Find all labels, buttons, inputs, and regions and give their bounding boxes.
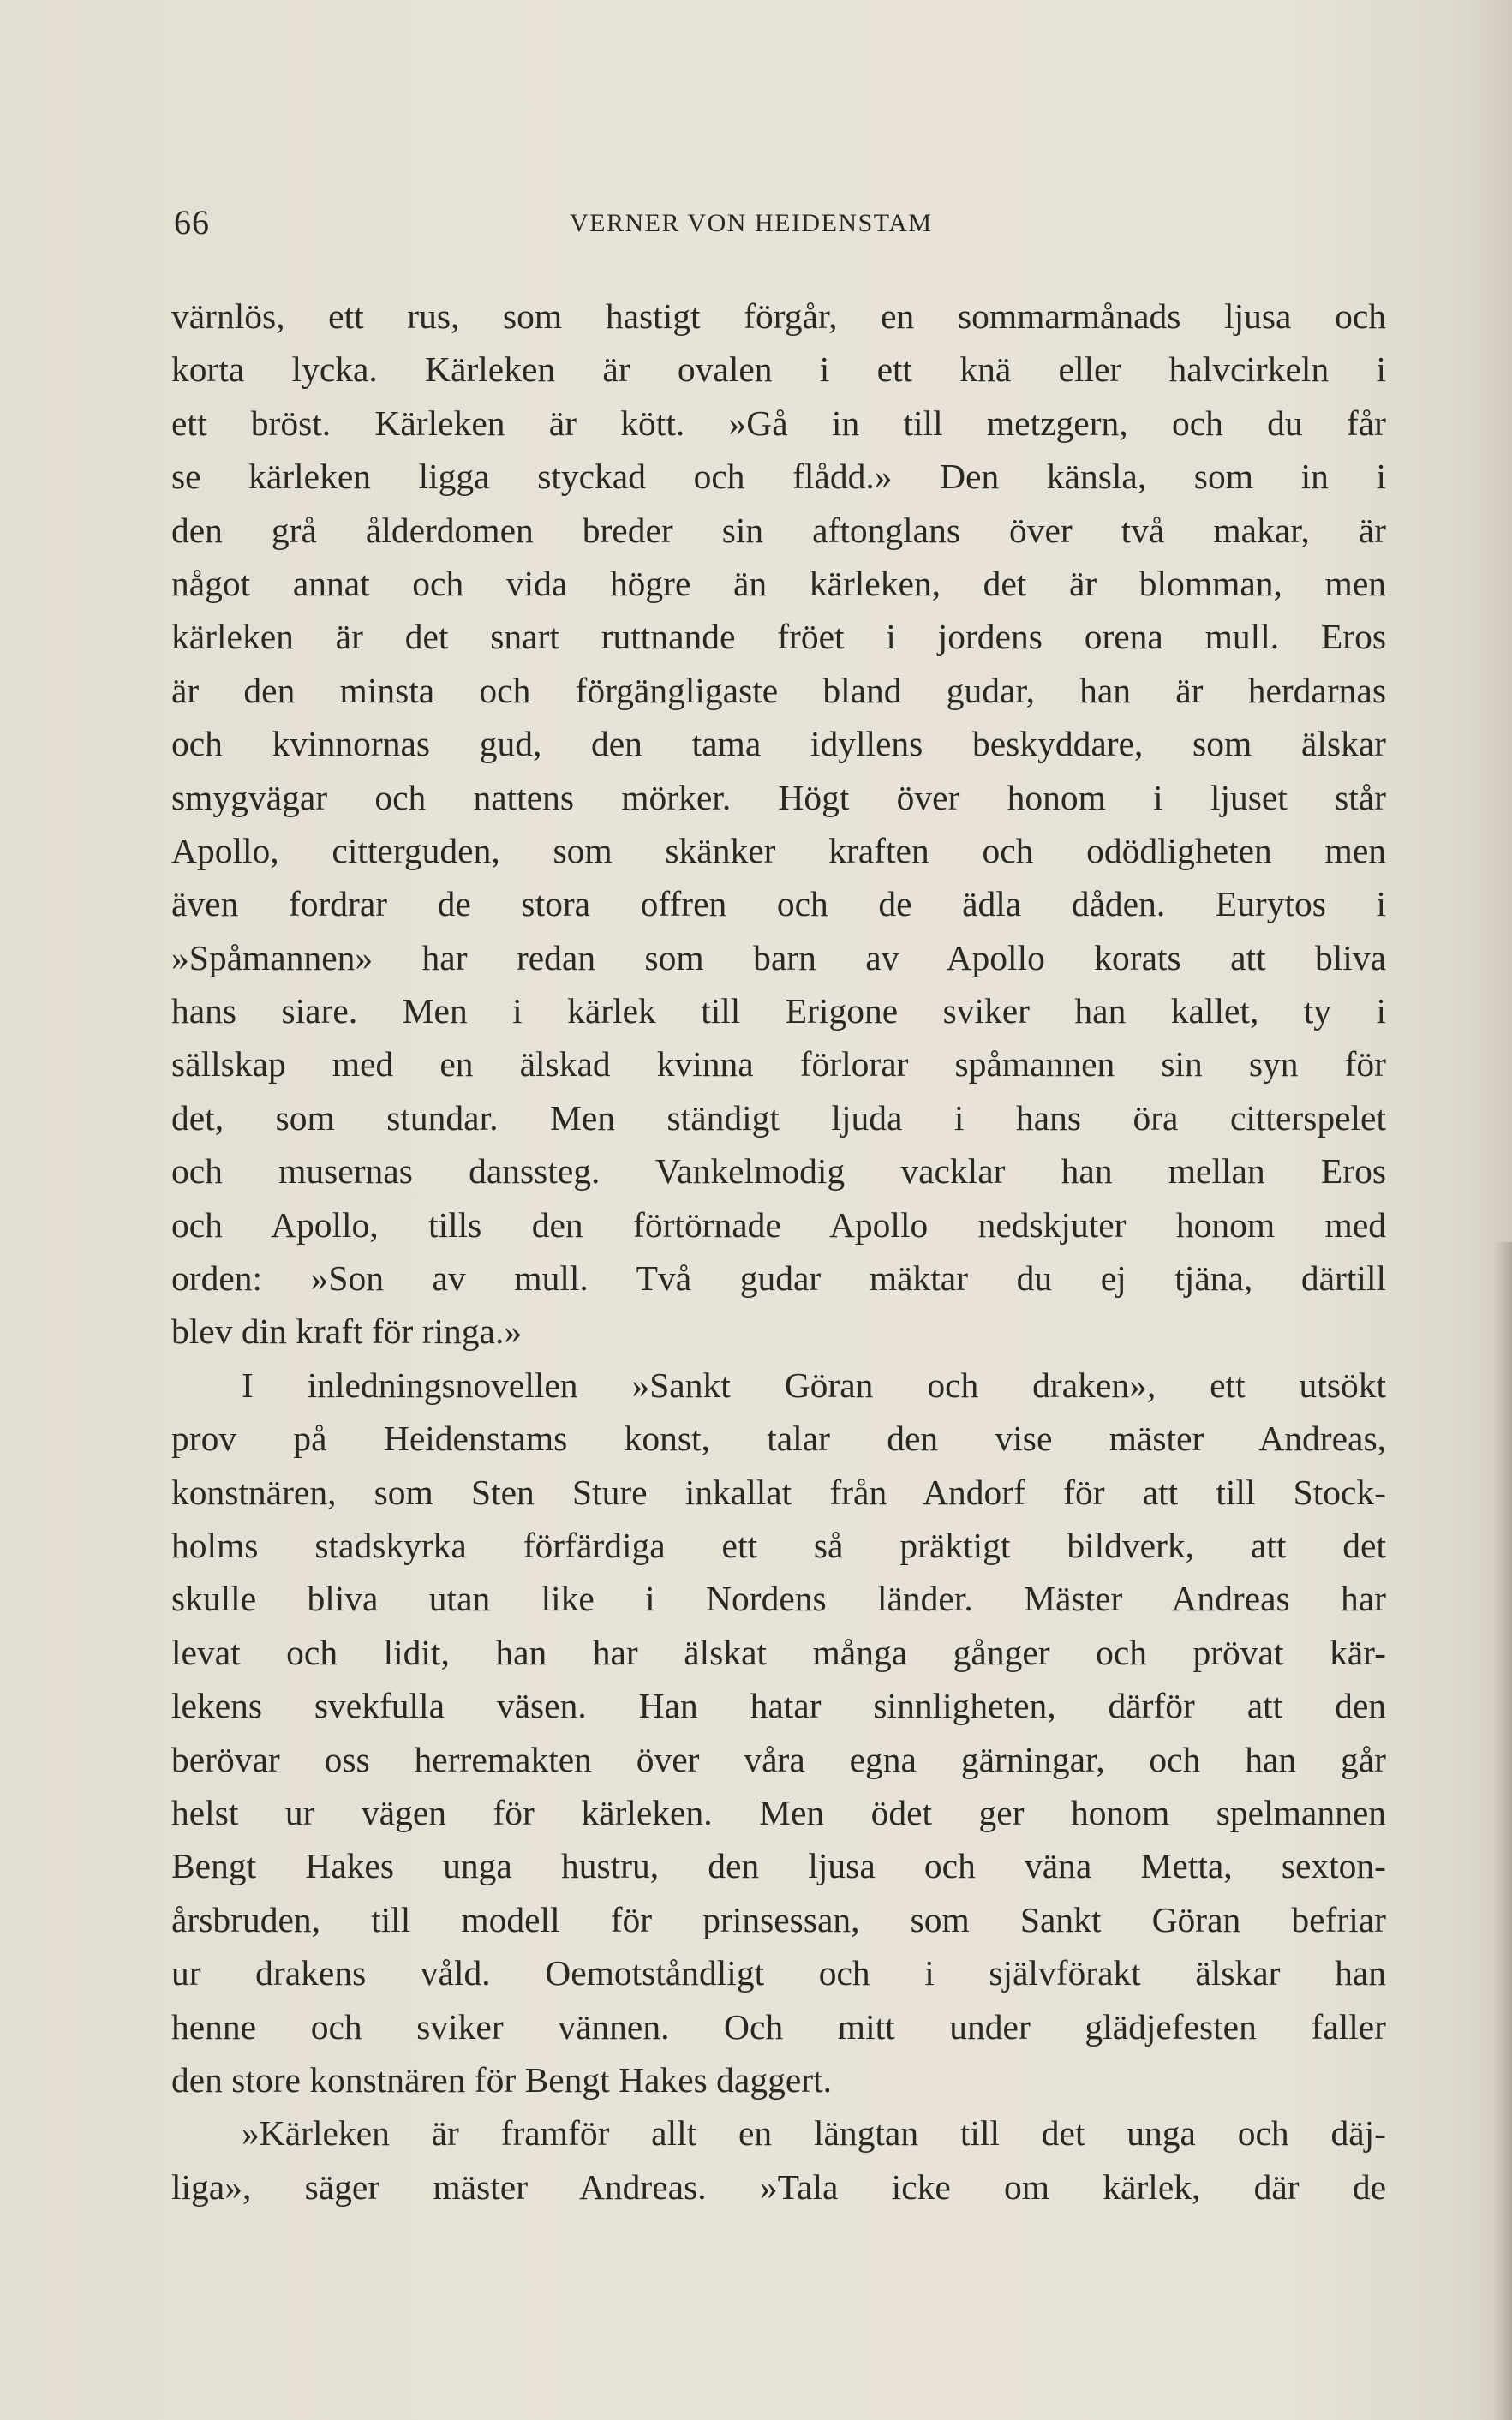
text-line: orden: »Son av mull. Två gudar mäktar du ej tjäna, därtill bbox=[171, 1258, 1386, 1299]
paragraph-end-line: blev din kraft för ringa.» bbox=[171, 1312, 523, 1352]
text-line: även fordrar de stora offren och de ädla dåden. Eurytos i bbox=[171, 884, 1386, 924]
text-line: korta lycka. Kärleken är ovalen i ett knä eller halvcirkeln i bbox=[171, 350, 1386, 390]
text-line: levat och lidit, han har älskat många gånger och prövat kär- bbox=[171, 1632, 1386, 1672]
text-line: konstnären, som Sten Sture inkallat från Andorf för att till Stock- bbox=[171, 1472, 1386, 1512]
text-line: Bengt Hakes unga hustru, den ljusa och väna Metta, sexton- bbox=[171, 1846, 1386, 1886]
text-line: hans siare. Men i kärlek till Erigone sviker han kallet, ty i bbox=[171, 991, 1386, 1031]
paragraph-start-line: I inledningsnovellen »Sankt Göran och draken», ett utsökt bbox=[242, 1365, 1386, 1405]
text-line: den grå ålderdomen breder sin aftonglans över två makar, är bbox=[171, 510, 1386, 550]
paragraph-end-line: den store konstnären för Bengt Hakes daggert. bbox=[171, 2059, 832, 2100]
text-line: årsbruden, till modell för prinsessan, som Sankt Göran befriar bbox=[171, 1899, 1386, 1939]
paragraph-start-line: »Kärleken är framför allt en längtan till det unga och däj- bbox=[242, 2113, 1386, 2154]
text-line: Apollo, citterguden, som skänker kraften och odödligheten men bbox=[171, 830, 1386, 870]
text-line: och musernas danssteg. Vankelmodig vacklar han mellan Eros bbox=[171, 1151, 1386, 1192]
text-line: kärleken är det snart ruttnande fröet i jordens orena mull. Eros bbox=[171, 617, 1386, 657]
text-line: berövar oss herremakten över våra egna gärningar, och han går bbox=[171, 1739, 1386, 1779]
text-line: smygvägar och nattens mörker. Högt över honom i ljuset står bbox=[171, 777, 1386, 817]
text-line: och kvinnornas gud, den tama idyllens beskyddare, som älskar bbox=[171, 724, 1386, 764]
body-text bbox=[171, 290, 1386, 2214]
text-line: lekens svekfulla väsen. Han hatar sinnligheten, därför att den bbox=[171, 1686, 1386, 1726]
text-line: sällskap med en älskad kvinna förlorar spåmannen sin syn för bbox=[171, 1044, 1386, 1085]
page-number: 66 bbox=[174, 203, 210, 242]
text-line: något annat och vida högre än kärleken, det är blomman, men bbox=[171, 563, 1386, 603]
text-line: holms stadskyrka förfärdiga ett så präktigt bildverk, att det bbox=[171, 1525, 1386, 1565]
text-line: prov på Heidenstams konst, talar den vise mäster Andreas, bbox=[171, 1419, 1386, 1459]
page-header bbox=[174, 202, 1384, 245]
text-line: och Apollo, tills den förtörnade Apollo nedskjuter honom med bbox=[171, 1204, 1386, 1245]
text-line: helst ur vägen för kärleken. Men ödet ger honom spelmannen bbox=[171, 1792, 1386, 1832]
text-line: värnlös, ett rus, som hastigt förgår, en sommarmånads ljusa och bbox=[171, 296, 1386, 336]
text-line: skulle bliva utan like i Nordens länder. Mäster Andreas har bbox=[171, 1579, 1386, 1619]
text-line: är den minsta och förgängligaste bland gudar, han är herdarnas bbox=[171, 670, 1386, 710]
text-line: henne och sviker vännen. Och mitt under glädjefesten faller bbox=[171, 2006, 1386, 2047]
text-line: liga», säger mäster Andreas. »Tala icke om kärlek, där de bbox=[171, 2166, 1386, 2207]
text-line: det, som stundar. Men ständigt ljuda i hans öra citterspelet bbox=[171, 1097, 1386, 1138]
text-line: se kärleken ligga styckad och flådd.» Den känsla, som in i bbox=[171, 457, 1386, 497]
text-line: ett bröst. Kärleken är kött. »Gå in till metzgern, och du får bbox=[171, 403, 1386, 443]
text-line: ur drakens våld. Oemotståndligt och i självförakt älskar han bbox=[171, 1953, 1386, 1993]
page-edge-shadow bbox=[1493, 1242, 1512, 2420]
running-head: VERNER VON HEIDENSTAM bbox=[570, 209, 933, 237]
text-line: »Spåmannen» har redan som barn av Apollo korats att bliva bbox=[171, 937, 1386, 977]
